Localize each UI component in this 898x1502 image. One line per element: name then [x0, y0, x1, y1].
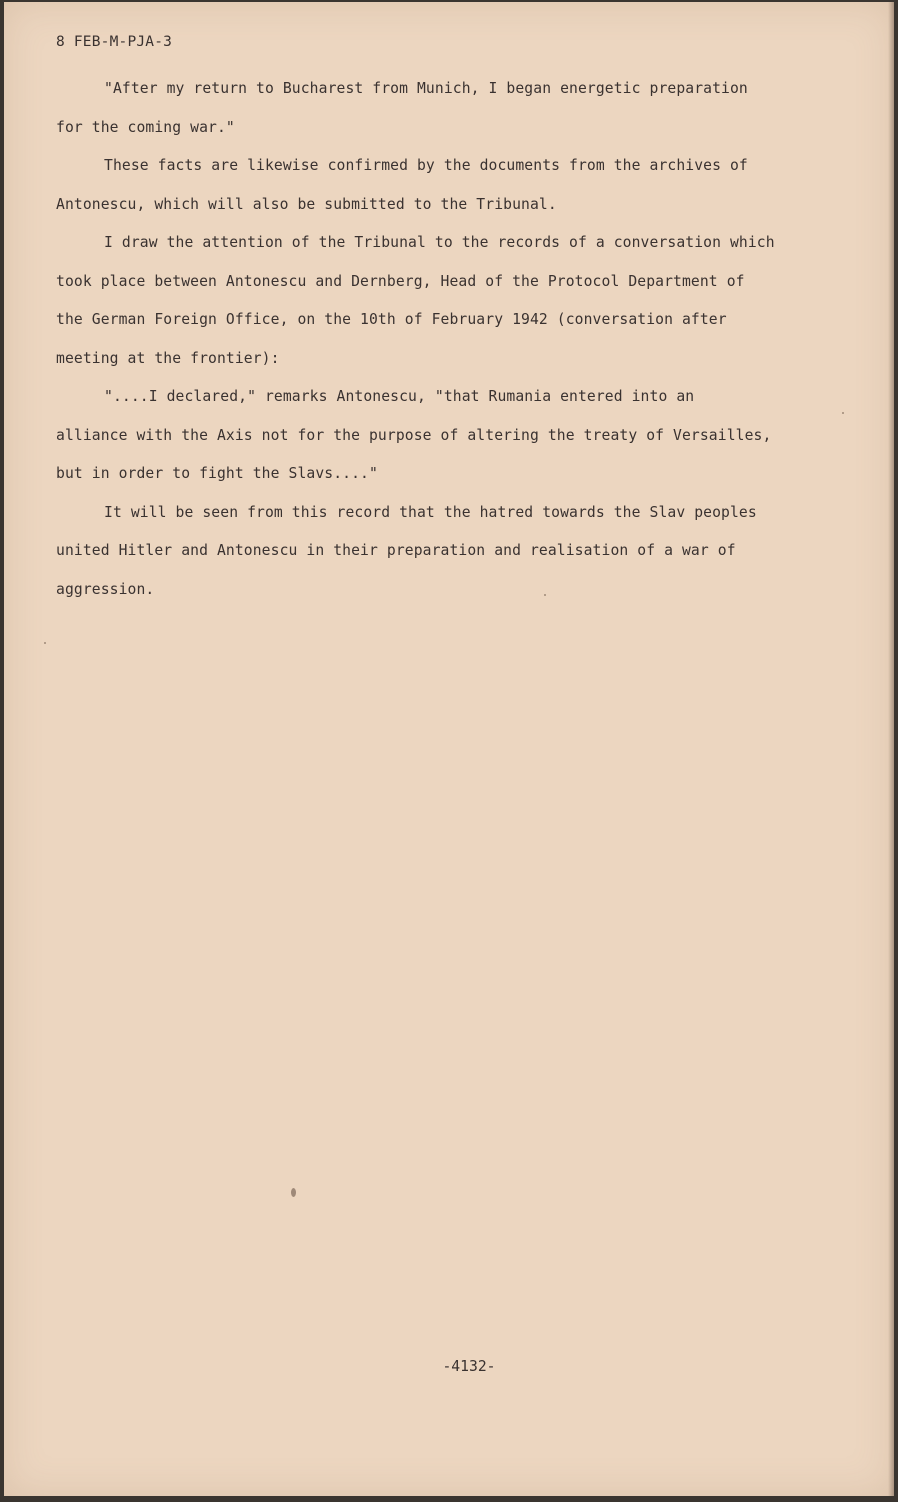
- text-line: for the coming war.": [56, 118, 235, 136]
- paragraph-3: [56, 224, 836, 378]
- text-line: but in order to fight the Slavs....": [56, 465, 378, 482]
- text-line: aggression.: [56, 580, 155, 598]
- text-line: These facts are likewise confirmed by the documents from the archives of: [104, 157, 748, 174]
- paragraph-5: [56, 494, 836, 610]
- page-number: -4132-: [442, 1358, 496, 1375]
- text-line: the German Foreign Office, on the 10th of February 1942 (conversation after: [56, 311, 727, 328]
- text-line: took place between Antonescu and Dernberg, Head of the Protocol Department of: [56, 272, 745, 290]
- text-line: Antonescu, which will also be submitted to the Tribunal.: [56, 195, 557, 213]
- text-line: alliance with the Axis not for the purpose of altering the treaty of Versailles,: [56, 426, 772, 444]
- document-body: [56, 70, 836, 609]
- document-page: [4, 2, 894, 1496]
- paper-speck: [544, 594, 546, 596]
- paper-speck: [291, 1188, 296, 1197]
- text-line: united Hitler and Antonescu in their preparation and realisation of a war of: [56, 542, 736, 559]
- document-reference: 8 FEB-M-PJA-3: [56, 34, 173, 50]
- text-line: "After my return to Bucharest from Munich, I began energetic preparation: [104, 80, 748, 97]
- paper-speck: [44, 642, 46, 644]
- text-line: "....I declared," remarks Antonescu, "that Rumania entered into an: [104, 388, 695, 405]
- paragraph-1: [56, 70, 836, 147]
- text-line: It will be seen from this record that the hatred towards the Slav peoples: [104, 503, 757, 521]
- text-line: I draw the attention of the Tribunal to the records of a conversation which: [104, 234, 775, 251]
- paragraph-2: [56, 147, 836, 224]
- paper-speck: [842, 412, 844, 414]
- paragraph-4: [56, 378, 836, 494]
- text-line: meeting at the frontier):: [56, 349, 280, 367]
